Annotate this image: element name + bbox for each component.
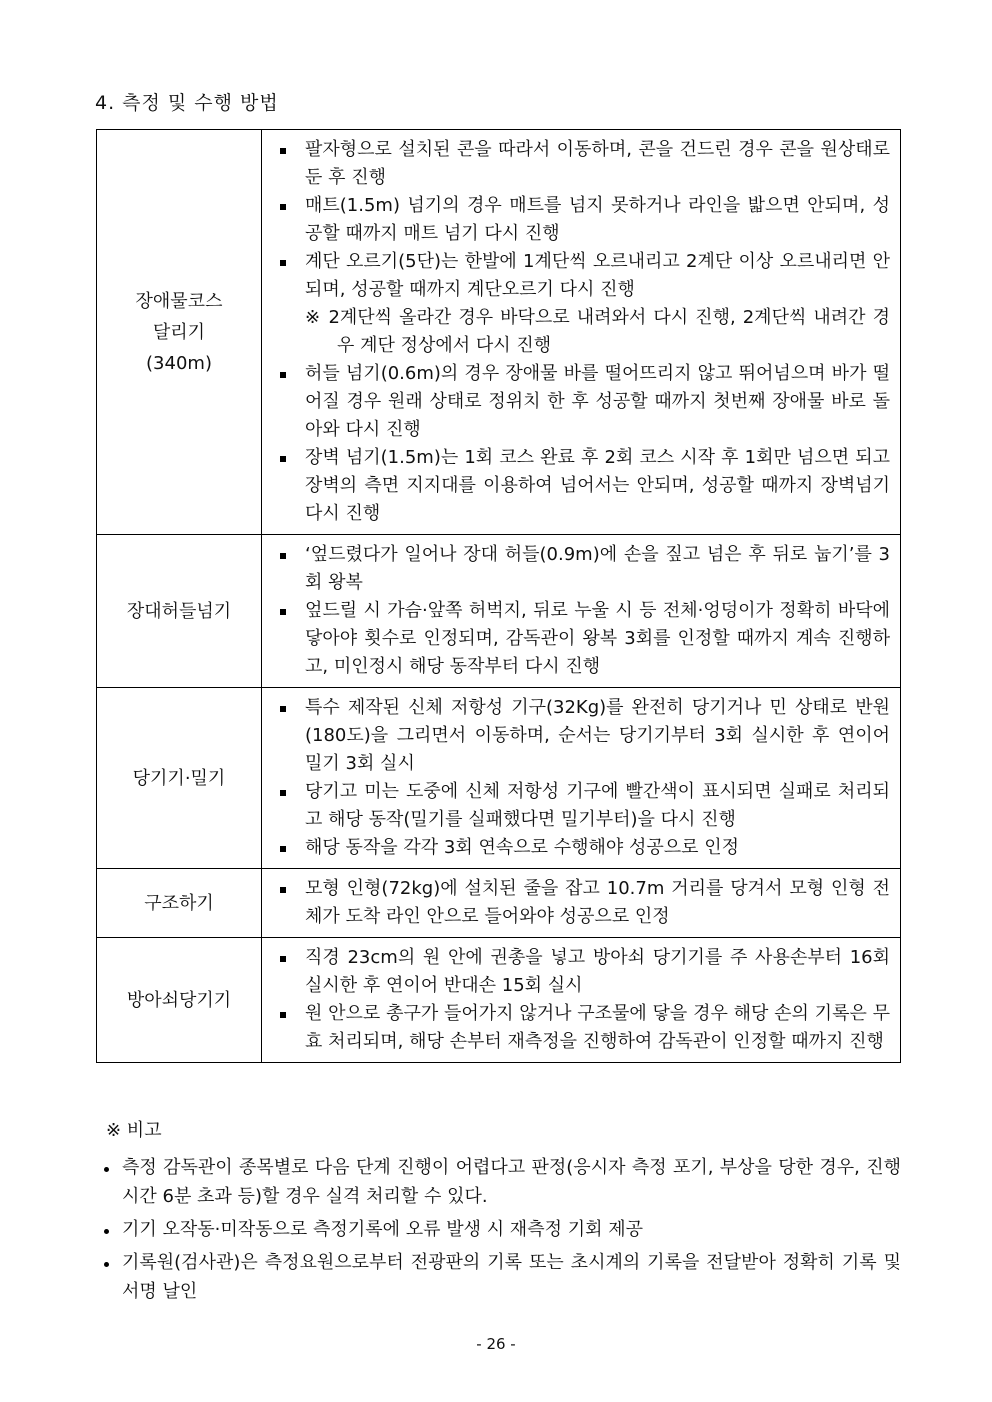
- event-row: [97, 869, 901, 938]
- rule-item: [272, 875, 890, 931]
- event-name-line: 달리기: [152, 321, 206, 343]
- remarks-item: [96, 1215, 901, 1244]
- event-rules-cell: [262, 688, 901, 869]
- event-row: [97, 688, 901, 869]
- remarks-item-text: 기록원(검사관)은 측정요원으로부터 전광판의 기록 또는 초시계의 기록을 전달받아 정확히 기록 및 서명 날인: [122, 1252, 901, 1302]
- square-bullet-icon: [280, 956, 286, 962]
- event-name-cell: [97, 938, 262, 1063]
- bullet-dot-icon: [104, 1229, 109, 1234]
- measurement-methods-table: [96, 129, 901, 1063]
- event-row: [97, 535, 901, 688]
- rule-text: 계단 오르기(5단)는 한발에 1계단씩 오르내리고 2계단 이상 오르내리면 안되며, 성공할 때까지 계단오르기 다시 진행: [305, 251, 890, 300]
- event-name-line: (340m): [146, 352, 212, 374]
- event-rules-cell: [262, 535, 901, 688]
- rule-item: [272, 778, 890, 834]
- rule-item: [272, 192, 890, 248]
- rule-text: 당기고 미는 도중에 신체 저항성 기구에 빨간색이 표시되면 실패로 처리되고 해당 동작(밀기를 실패했다면 밀기부터)을 다시 진행: [305, 781, 890, 830]
- event-rules-cell: [262, 869, 901, 938]
- rule-item: [272, 360, 890, 444]
- square-bullet-icon: [280, 204, 286, 210]
- rule-text: 엎드릴 시 가슴·앞쪽 허벅지, 뒤로 누울 시 등 전체·엉덩이가 정확히 바닥에 닿아야 횟수로 인정되며, 감독관이 왕복 3회를 인정할 때까지 계속 진행하고, 미인정시 해당 동작부터 다시 진행: [305, 600, 890, 677]
- rules-list: [272, 136, 890, 528]
- remarks-title: ※ 비고: [106, 1120, 162, 1141]
- event-name-cell: [97, 869, 262, 938]
- rules-list: [272, 541, 890, 681]
- event-name-line: 구조하기: [144, 892, 214, 914]
- rule-item: [272, 136, 890, 192]
- rule-text: 팔자형으로 설치된 콘을 따라서 이동하며, 콘을 건드린 경우 콘을 원상태로 둔 후 진행: [305, 139, 890, 188]
- event-name-cell: [97, 130, 262, 535]
- event-row: [97, 130, 901, 535]
- square-bullet-icon: [280, 706, 286, 712]
- square-bullet-icon: [280, 887, 286, 893]
- square-bullet-icon: [280, 372, 286, 378]
- rule-text: 매트(1.5m) 넘기의 경우 매트를 넘지 못하거나 라인을 밟으면 안되며, 성공할 때까지 매트 넘기 다시 진행: [305, 195, 890, 244]
- rules-list: [272, 944, 890, 1056]
- rule-item: [272, 444, 890, 528]
- square-bullet-icon: [280, 609, 286, 615]
- remarks-item-text: 측정 감독관이 종목별로 다음 단계 진행이 어렵다고 판정(응시자 측정 포기, 부상을 당한 경우, 진행시간 6분 초과 등)할 경우 실격 처리할 수 있다.: [122, 1157, 901, 1207]
- event-name-line: 방아쇠당기기: [126, 989, 232, 1011]
- remarks-item-text: 기기 오작동·미작동으로 측정기록에 오류 발생 시 재측정 기회 제공: [122, 1219, 643, 1240]
- remarks-item: [96, 1153, 901, 1211]
- bullet-dot-icon: [104, 1167, 109, 1172]
- rule-note: ※ 2계단씩 올라간 경우 바닥으로 내려와서 다시 진행, 2계단씩 내려간 경우 계단 정상에서 다시 진행: [305, 307, 890, 356]
- page-number: - 26 -: [476, 1335, 516, 1353]
- event-rules-cell: [262, 130, 901, 535]
- rule-item: [272, 1000, 890, 1056]
- rule-item: [272, 248, 890, 360]
- rules-list: [272, 875, 890, 931]
- rule-item: [272, 694, 890, 778]
- section-title: 4. 측정 및 수행 방법: [95, 92, 279, 114]
- rule-text: 장벽 넘기(1.5m)는 1회 코스 완료 후 2회 코스 시작 후 1회만 넘으면 되고 장벽의 측면 지지대를 이용하여 넘어서는 안되며, 성공할 때까지 장벽넘기 다시 진행: [305, 447, 890, 524]
- square-bullet-icon: [280, 790, 286, 796]
- event-name-line: 장대허들넘기: [126, 600, 232, 622]
- event-name-line: 당기기·밀기: [132, 767, 226, 789]
- event-rules-cell: [262, 938, 901, 1063]
- rule-text: 해당 동작을 각각 3회 연속으로 수행해야 성공으로 인정: [305, 837, 740, 858]
- remarks-item: [96, 1248, 901, 1306]
- event-name-cell: [97, 688, 262, 869]
- square-bullet-icon: [280, 148, 286, 154]
- bullet-dot-icon: [104, 1262, 109, 1267]
- rules-list: [272, 694, 890, 862]
- event-name-cell: [97, 535, 262, 688]
- rule-item: [272, 834, 890, 862]
- square-bullet-icon: [280, 260, 286, 266]
- square-bullet-icon: [280, 846, 286, 852]
- square-bullet-icon: [280, 553, 286, 559]
- rule-item: [272, 597, 890, 681]
- rule-text: 원 안으로 총구가 들어가지 않거나 구조물에 닿을 경우 해당 손의 기록은 무효 처리되며, 해당 손부터 재측정을 진행하여 감독관이 인정할 때까지 진행: [305, 1003, 890, 1052]
- square-bullet-icon: [280, 456, 286, 462]
- rule-text: 특수 제작된 신체 저항성 기구(32Kg)를 완전히 당기거나 민 상태로 반원(180도)을 그리면서 이동하며, 순서는 당기기부터 3회 실시한 후 연이어 밀기 3회 실시: [305, 697, 890, 774]
- square-bullet-icon: [280, 1012, 286, 1018]
- rule-item: [272, 541, 890, 597]
- rule-text: ‘엎드렸다가 일어나 장대 허들(0.9m)에 손을 짚고 넘은 후 뒤로 눕기’를 3회 왕복: [305, 544, 890, 593]
- rule-text: 직경 23cm의 원 안에 권총을 넣고 방아쇠 당기기를 주 사용손부터 16회 실시한 후 연이어 반대손 15회 실시: [305, 947, 890, 996]
- event-row: [97, 938, 901, 1063]
- event-name-line: 장애물코스: [135, 290, 223, 312]
- rule-item: [272, 944, 890, 1000]
- rule-text: 모형 인형(72kg)에 설치된 줄을 잡고 10.7m 거리를 당겨서 모형 인형 전체가 도착 라인 안으로 들어와야 성공으로 인정: [305, 878, 890, 927]
- remarks-section: [96, 1117, 901, 1310]
- remarks-list: [96, 1153, 901, 1306]
- rule-text: 허들 넘기(0.6m)의 경우 장애물 바를 떨어뜨리지 않고 뛰어넘으며 바가 떨어질 경우 원래 상태로 정위치 한 후 성공할 때까지 첫번째 장애물 바로 돌아와 다시 진행: [305, 363, 890, 440]
